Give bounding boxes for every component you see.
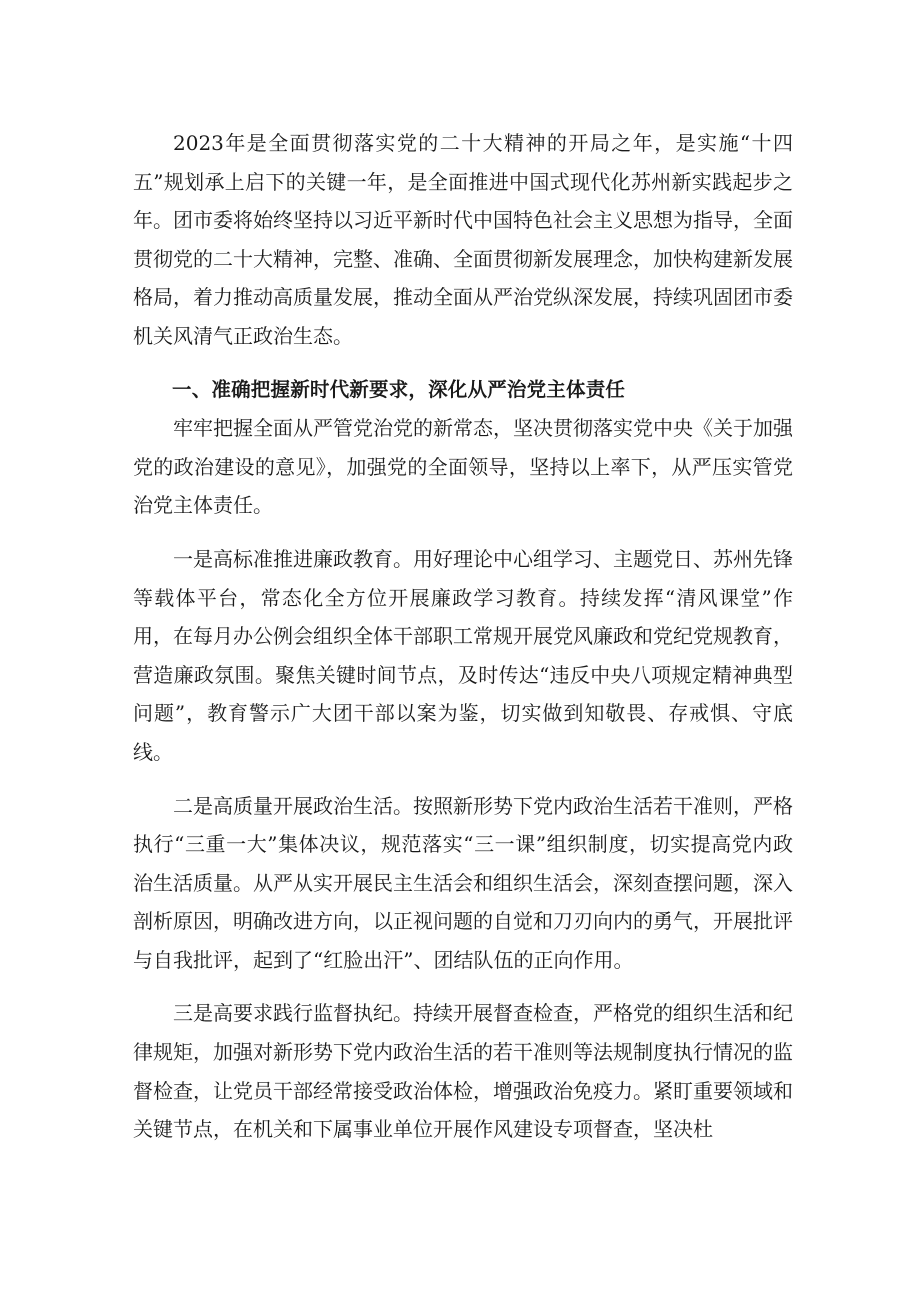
item-2-paragraph: 二是高质量开展政治生活。按照新形势下党内政治生活若干准则，严格执行“三重一大”集体决议，规范落实“三一课”组织制度，切实提高党内政治生活质量。从严从实开展民主生活会和组织生活会，深刻查摆问题，深入剖析原因，明确改进方向，以正视问题的自觉和刀刃向内的勇气，开展批评与自我批评，起到了“红脸出汗”、团结队伍的正向作用。 [133,793,793,972]
item-3-paragraph: 三是高要求践行监督执纪。持续开展督查检查，严格党的组织生活和纪律规矩，加强对新形势下党内政治生活的若干准则等法规制度执行情况的监督检查，让党员干部经常接受政治体检，增强政治免疫力。紧盯重要领域和关键节点，在机关和下属事业单位开展作风建设专项督查，坚决杜 [133,1001,793,1142]
document-body [133,124,793,1149]
item-1-paragraph: 一是高标准推进廉政教育。用好理论中心组学习、主题党日、苏州先锋等载体平台，常态化全方位开展廉政学习教育。持续发挥“清风课堂”作用，在每月办公例会组织全体干部职工常规开展党风廉政和党纪党规教育，营造廉政氛围。聚焦关键时间节点，及时传达“违反中央八项规定精神典型问题”，教育警示广大团干部以案为鉴，切实做到知敬畏、存戒惧、守底线。 [133,546,793,764]
intro-paragraph: 2023年是全面贯彻落实党的二十大精神的开局之年，是实施“十四五”规划承上启下的关键一年，是全面推进中国式现代化苏州新实践起步之年。团市委将始终坚持以习近平新时代中国特色社会主义思想为指导，全面贯彻党的二十大精神，完整、准确、全面贯彻新发展理念，加快构建新发展格局，着力推动高质量发展，推动全面从严治党纵深发展，持续巩固团市委机关风清气正政治生态。 [133,131,793,348]
section-heading-1: 一、准确把握新时代新要求，深化从严治党主体责任 [172,377,626,401]
section-1-paragraph: 牢牢把握全面从严管党治党的新常态，坚决贯彻落实党中央《关于加强党的政治建设的意见》，加强党的全面领导，坚持以上率下，从严压实管党治党主体责任。 [133,416,793,518]
